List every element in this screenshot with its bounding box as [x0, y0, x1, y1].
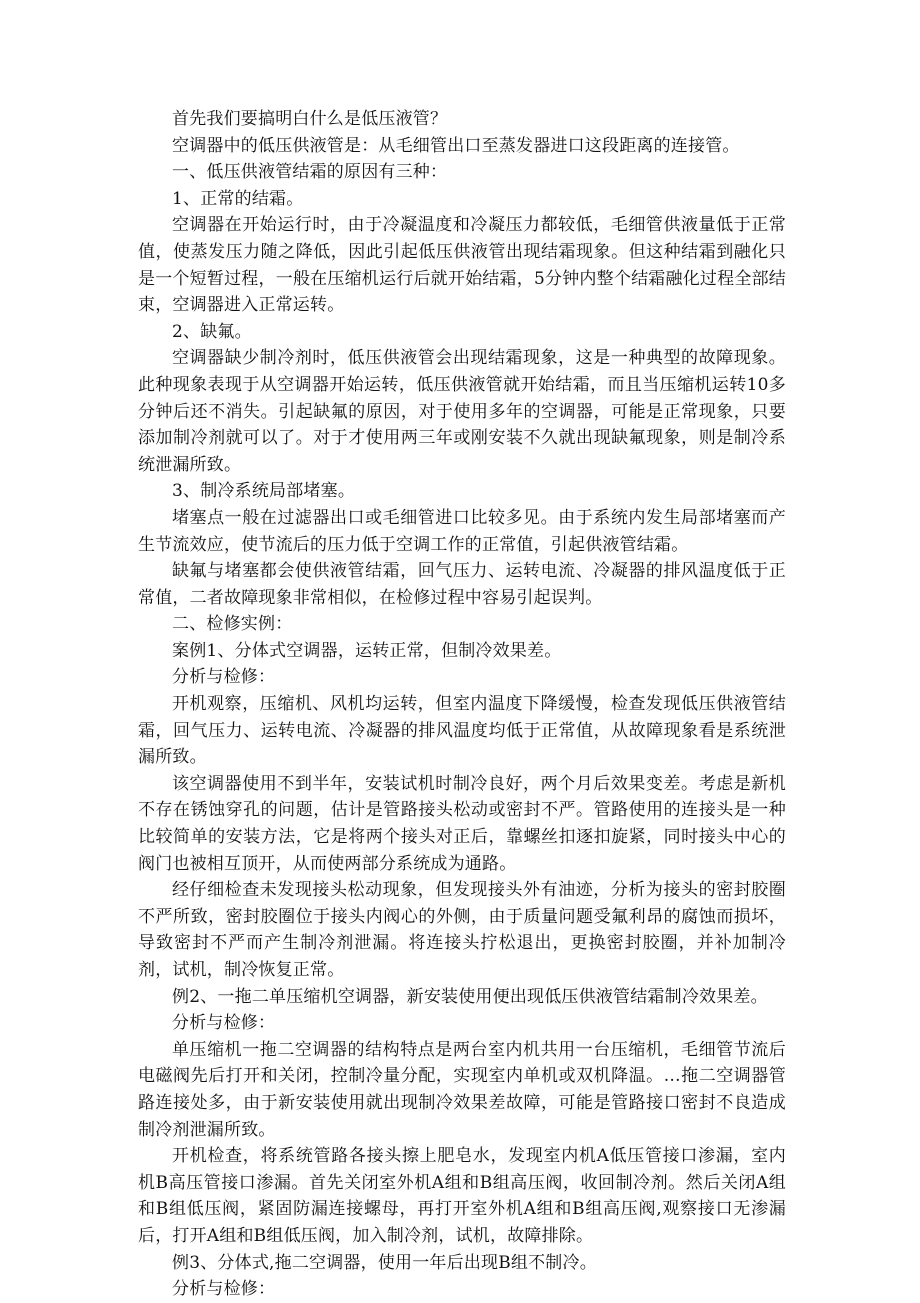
- case-3-analysis-label: 分析与检修：: [172, 1279, 276, 1300]
- case-1-title: 案例1、分体式空调器，运转正常，但制冷效果差。: [172, 640, 562, 661]
- case-3-title: 例3、分体式,拖二空调器，使用一年后出现B组不制冷。: [172, 1252, 597, 1273]
- subheading-normal-frost: 1、正常的结霜。: [172, 188, 304, 209]
- paragraph-partial-blockage: 堵塞点一般在过滤器出口或毛细管进口比较多见。由于系统内发生局部堵塞而产生节流效应，使节流后的压力低于空调工作的正常值，引起供液管结霜。: [138, 507, 786, 555]
- case-2-structure: 单压缩机一拖二空调器的结构特点是两台室内机共用一台压缩机，毛细管节流后电磁阀先后打开和关闭，控制冷量分配，实现室内单机或双机降温。…拖二空调器管路连接处多，由于新安装使用就出现制冷效果差故障，可能是管路接口密封不良造成制冷剂泄漏所致。: [138, 1039, 786, 1140]
- paragraph-comparison: 缺氟与堵塞都会使供液管结霜，回气压力、运转电流、冷凝器的排风温度低于正常值，二者故障现象非常相似，在检修过程中容易引起误判。: [138, 561, 786, 608]
- section-heading-causes: 一、低压供液管结霜的原因有三种：: [172, 162, 448, 183]
- subheading-refrigerant-shortage: 2、缺氟。: [172, 321, 252, 342]
- paragraph-definition: 空调器中的低压供液管是：从毛细管出口至蒸发器进口这段距离的连接管。: [172, 135, 740, 156]
- case-1-analysis-label: 分析与检修：: [172, 667, 276, 688]
- case-2-repair: 开机检查，将系统管路各接头擦上肥皂水，发现室内机A低压管接口渗漏，室内机B高压管接口渗漏。首先关闭室外机A组和B组高压阀，收回制冷剂。然后关闭A组和B组低压阀，紧固防漏连接螺母，再打开室外机A组和B组高压阀,观察接口无渗漏后，打开A组和B组低压阀，加入制冷剂，试机，故障排除。: [138, 1146, 786, 1246]
- case-1-reasoning: 该空调器使用不到半年，安装试机时制冷良好，两个月后效果变差。考虑是新机不存在锈蚀穿孔的问题，估计是管路接头松动或密封不严。管路使用的连接头是一种比较简单的安装方法，它是将两个接头对正后，靠螺丝扣逐扣旋紧，同时接头中心的阀门也被相互顶开，从而使两部分系统成为通路。: [138, 773, 786, 874]
- case-2-analysis-label: 分析与检修：: [172, 1013, 276, 1034]
- section-heading-cases: 二、检修实例：: [172, 614, 293, 635]
- case-1-repair: 经仔细检查未发现接头松动现象，但发现接头外有油迹，分析为接头的密封胶圈不严所致，密封胶圈位于接头内阀心的外侧，由于质量问题受氟利昂的腐蚀而损坏，导致密封不严而产生制冷剂泄漏。将连接头拧松退出，更换密封胶圈，并补加制冷剂，试机，制冷恢复正常。: [138, 880, 786, 980]
- case-1-observation: 开机观察，压缩机、风机均运转，但室内温度下降缓慢，检查发现低压供液管结霜，回气压力、运转电流、冷凝器的排风温度均低于正常值，从故障现象看是系统泄漏所致。: [138, 694, 786, 768]
- paragraph-normal-frost: 空调器在开始运行时，由于冷凝温度和冷凝压力都较低，毛细管供液量低于正常值，使蒸发压力随之降低，因此引起低压供液管出现结霜现象。但这种结霜到融化只是一个短暂过程，一般在压缩机运行后就开始结霜，5分钟内整个结霜融化过程全部结束，空调器进入正常运转。: [138, 215, 786, 316]
- paragraph-intro-question: 首先我们要搞明白什么是低压液管？: [172, 109, 448, 129]
- subheading-partial-blockage: 3、制冷系统局部堵塞。: [172, 481, 356, 502]
- paragraph-refrigerant-shortage: 空调器缺少制冷剂时，低压供液管会出现结霜现象，这是一种典型的故障现象。此种现象表现于从空调器开始运转，低压供液管就开始结霜，而且当压缩机运转10多分钟后还不消失。引起缺氟的原因，对于使用多年的空调器，可能是正常现象，只要添加制冷剂就可以了。对于才使用两三年或刚安装不久就出现缺氟现象，则是制冷系统泄漏所致。: [138, 348, 786, 475]
- case-2-title: 例2、一拖二单压缩机空调器，新安装使用便出现低压供液管结霜制冷效果差。: [172, 986, 768, 1007]
- document-body: [138, 106, 786, 1303]
